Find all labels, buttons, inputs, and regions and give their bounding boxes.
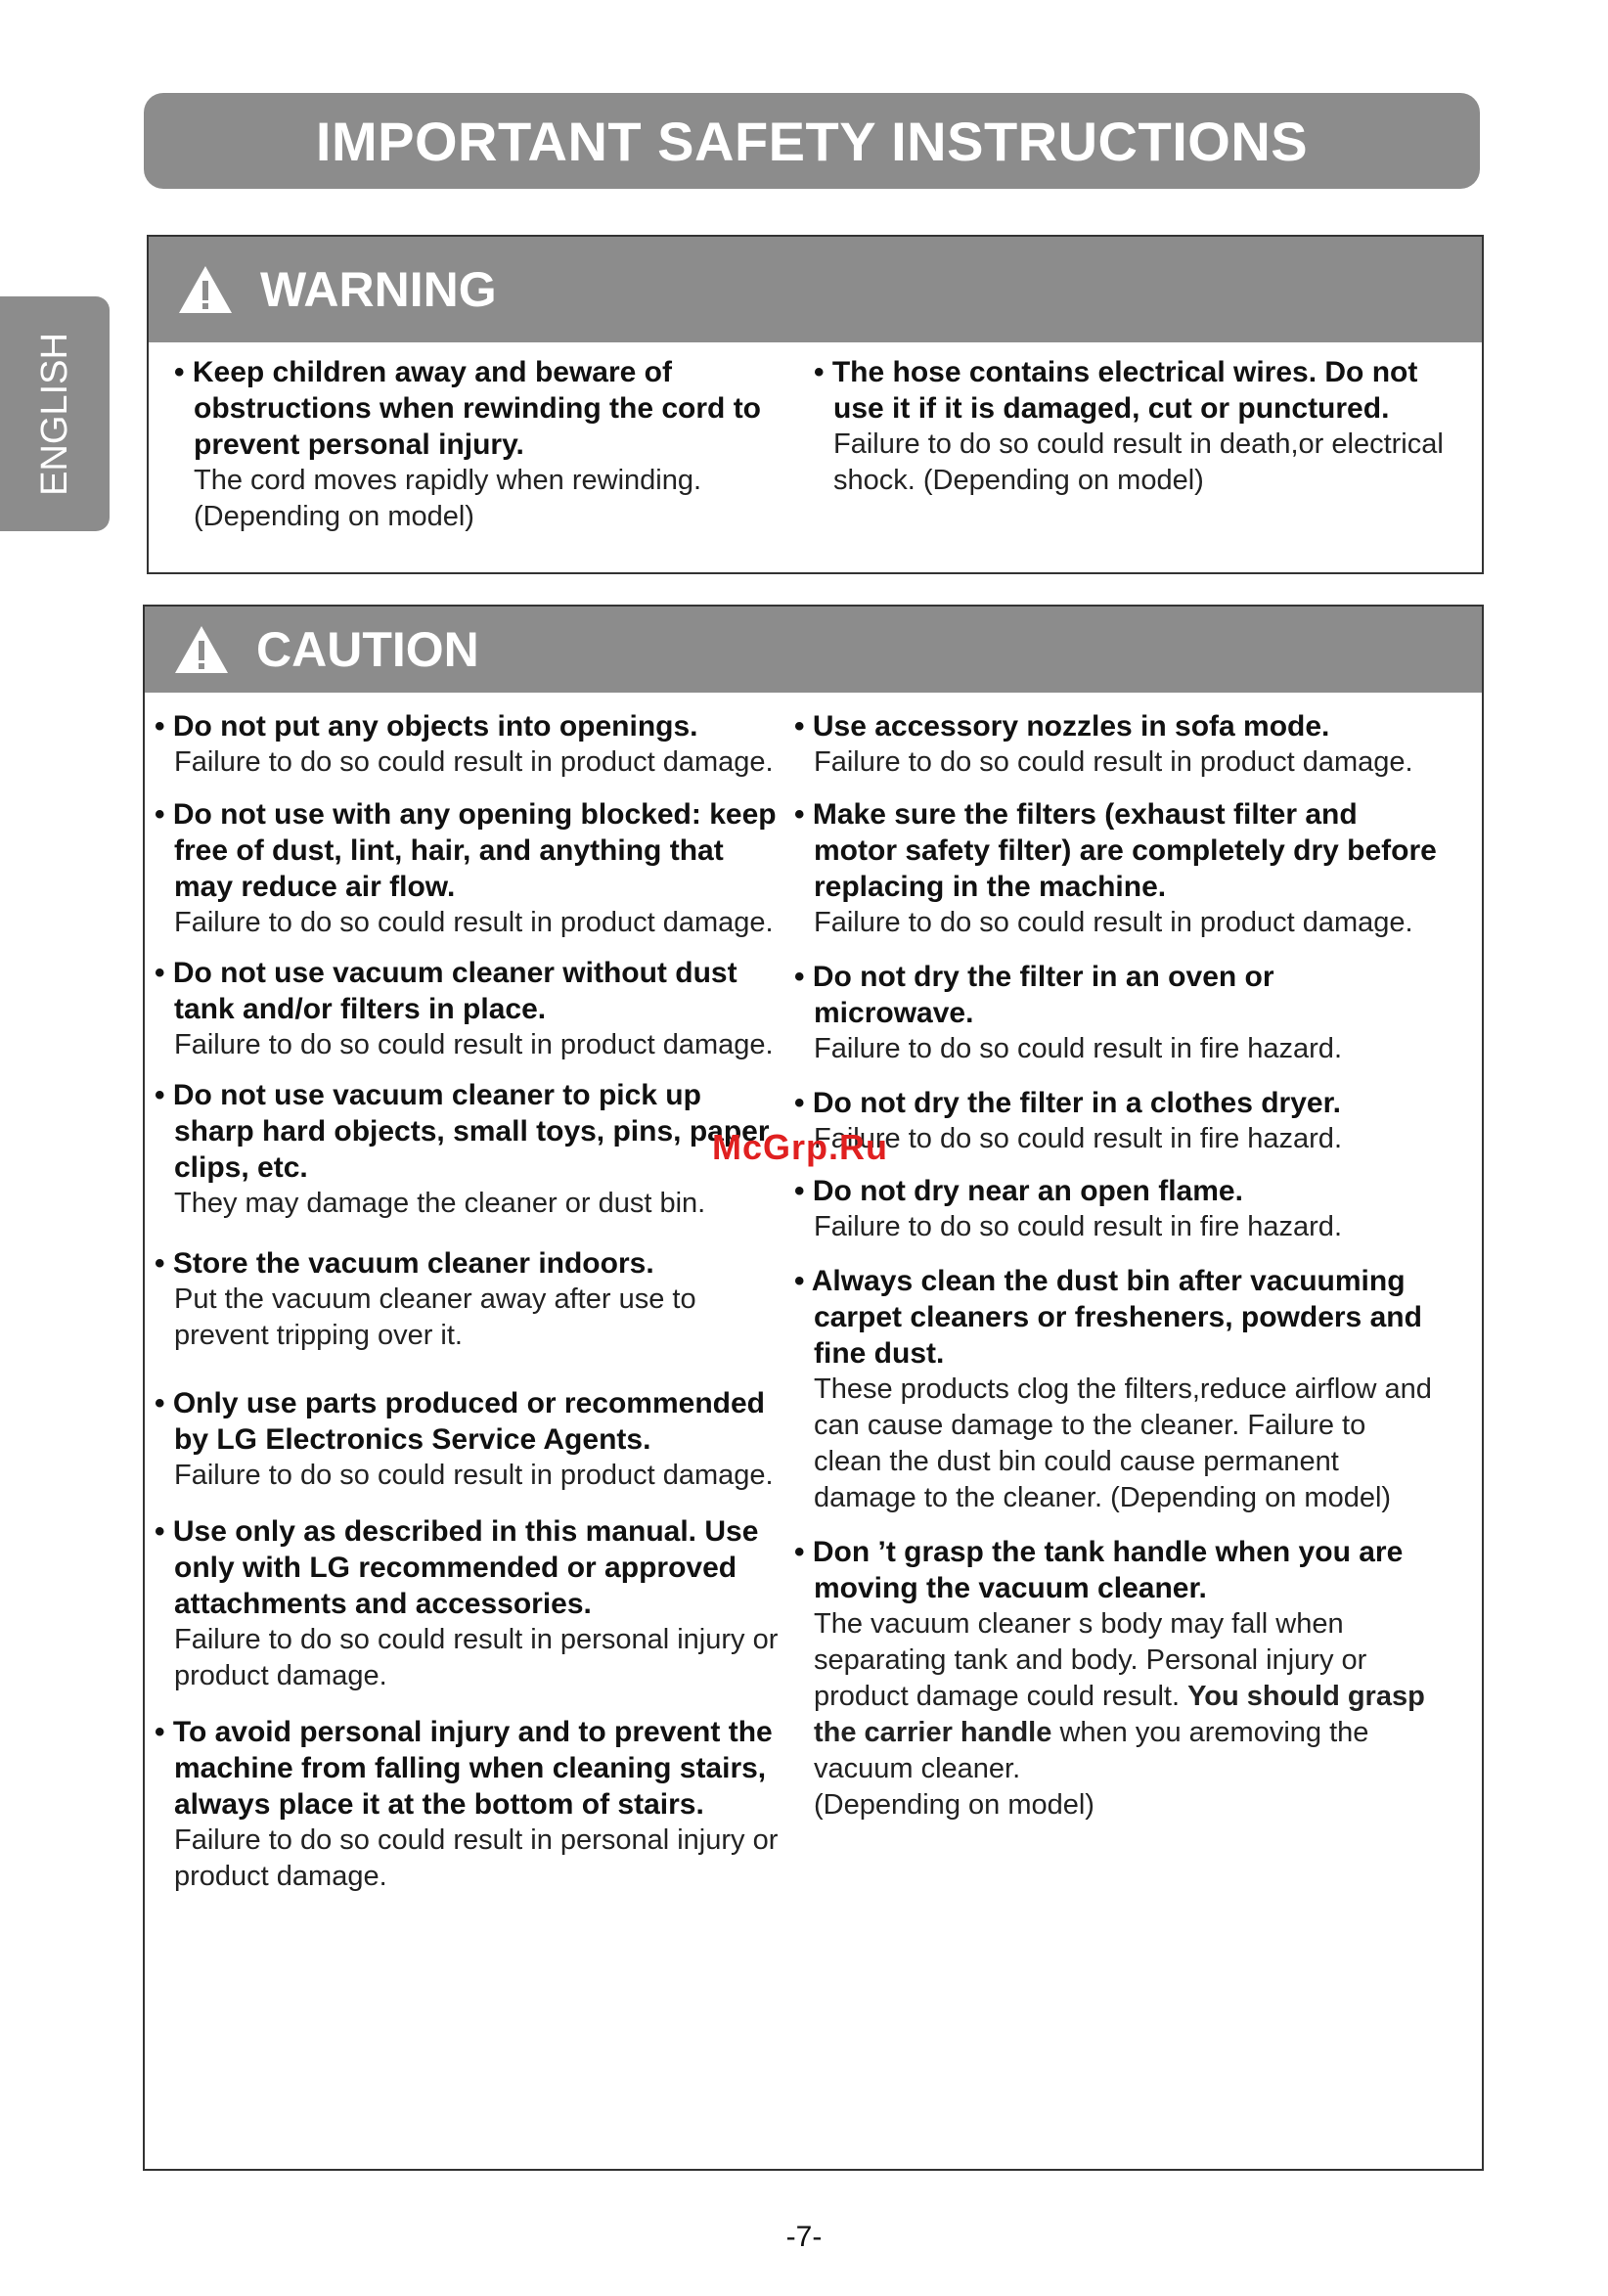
caution-right-column [794,708,1440,1823]
caution-left-column [155,708,781,1895]
caution-item-heading: • Make sure the filters (exhaust filter and motor safety filter) are completely dry before replacing in the machine. [794,796,1440,905]
warning-left-column [174,354,781,535]
caution-item-text [794,1606,1440,1823]
caution-item-text: Failure to do so could result in fire hazard. [814,1211,1342,1242]
warning-item-text: Failure to do so could result in death,or electrical shock. (Depending on model) [833,428,1444,496]
watermark: McGrp.Ru [712,1127,889,1167]
caution-item-heading: • Do not dry the filter in an oven or microwave. [794,959,1440,1031]
caution-item [155,1714,781,1895]
caution-item-text: Failure to do so could result in product damage. [814,907,1413,938]
caution-item [155,708,781,781]
caution-item [794,959,1440,1067]
language-label: ENGLISH [33,332,75,496]
warning-item [814,354,1459,499]
caution-item [794,1534,1440,1823]
caution-item [794,1173,1440,1245]
caution-item-text: These products clog the filters,reduce airflow and can cause damage to the cleaner. Failure to clean the dust bin could cause permanent damage to the cleaner. (Depending on model) [814,1373,1432,1513]
caution-item-heading: • Do not use vacuum cleaner to pick up sharp hard objects, small toys, pins, paper clips, etc. [155,1077,781,1186]
warning-item-heading: • Keep children away and beware of obstructions when rewinding the cord to prevent personal injury. [174,354,781,463]
caution-item-heading: • Do not put any objects into openings. [155,708,781,744]
caution-item-heading: • Use only as described in this manual. Use only with LG recommended or approved attachments and accessories. [155,1513,781,1622]
caution-item [155,955,781,1063]
caution-item [155,1513,781,1694]
warning-right-column [814,354,1459,499]
caution-item-heading: • Do not dry the filter in a clothes dryer. [794,1085,1440,1121]
caution-item-text: Failure to do so could result in personal injury or product damage. [174,1624,779,1691]
caution-header [145,607,1482,693]
warning-header [149,237,1482,342]
caution-item-heading: • To avoid personal injury and to prevent the machine from falling when cleaning stairs, always place it at the bottom of stairs. [155,1714,781,1823]
warning-title: WARNING [260,262,497,317]
warning-box [147,235,1484,574]
warning-triangle-icon [176,263,235,316]
caution-text-note: (Depending on model) [814,1789,1094,1821]
caution-item-heading: • Do not dry near an open flame. [794,1173,1440,1209]
caution-text-part: when you aremoving the vacuum cleaner. [814,1717,1369,1784]
caution-item-text: Failure to do so could result in fire hazard. [814,1123,1342,1154]
caution-item-text: They may damage the cleaner or dust bin. [174,1188,706,1219]
caution-triangle-icon [172,623,231,676]
title-bar [144,93,1480,189]
caution-box [143,605,1484,2171]
caution-item [794,796,1440,941]
caution-item-heading: • Do not use vacuum cleaner without dust tank and/or filters in place. [155,955,781,1027]
warning-item-text: The cord moves rapidly when rewinding. (Depending on model) [194,465,702,532]
caution-item-heading: • Do not use with any opening blocked: keep free of dust, lint, hair, and anything that may reduce air flow. [155,796,781,905]
caution-title: CAUTION [256,622,479,677]
caution-item-text: Failure to do so could result in product damage. [174,746,774,778]
caution-text-part: The vacuum cleaner s body may fall when separating tank and body. Personal injury or product damage could result. [814,1608,1367,1712]
caution-item-text: Failure to do so could result in product damage. [814,746,1413,778]
caution-item-text: Failure to do so could result in product damage. [174,1029,774,1060]
language-tab [0,296,110,531]
caution-text-emphasis: You should grasp the carrier handle [814,1681,1425,1748]
caution-item-heading: • Don ’t grasp the tank handle when you are moving the vacuum cleaner. [794,1534,1440,1606]
caution-item [155,796,781,941]
caution-item-text: Failure to do so could result in fire hazard. [814,1033,1342,1064]
caution-item-heading: • Use accessory nozzles in sofa mode. [794,708,1440,744]
caution-item-text: Failure to do so could result in product damage. [174,1460,774,1491]
caution-item [794,708,1440,781]
caution-item-heading: • Only use parts produced or recommended by LG Electronics Service Agents. [155,1385,781,1458]
caution-item-text: Failure to do so could result in product damage. [174,907,774,938]
page-title: IMPORTANT SAFETY INSTRUCTIONS [315,110,1309,172]
caution-item [794,1085,1440,1157]
caution-item-heading: • Store the vacuum cleaner indoors. [155,1245,781,1282]
caution-item [155,1077,781,1222]
page-number: -7- [785,2221,823,2253]
caution-item [794,1263,1440,1516]
caution-item-text: Put the vacuum cleaner away after use to prevent tripping over it. [174,1283,696,1351]
caution-item-heading: • Always clean the dust bin after vacuuming carpet cleaners or fresheners, powders and fine dust. [794,1263,1440,1372]
caution-item [155,1385,781,1494]
warning-item [174,354,781,535]
warning-item-heading: • The hose contains electrical wires. Do not use it if it is damaged, cut or punctured. [814,354,1459,427]
caution-item [155,1245,781,1354]
caution-item-text: Failure to do so could result in personal injury or product damage. [174,1824,779,1892]
